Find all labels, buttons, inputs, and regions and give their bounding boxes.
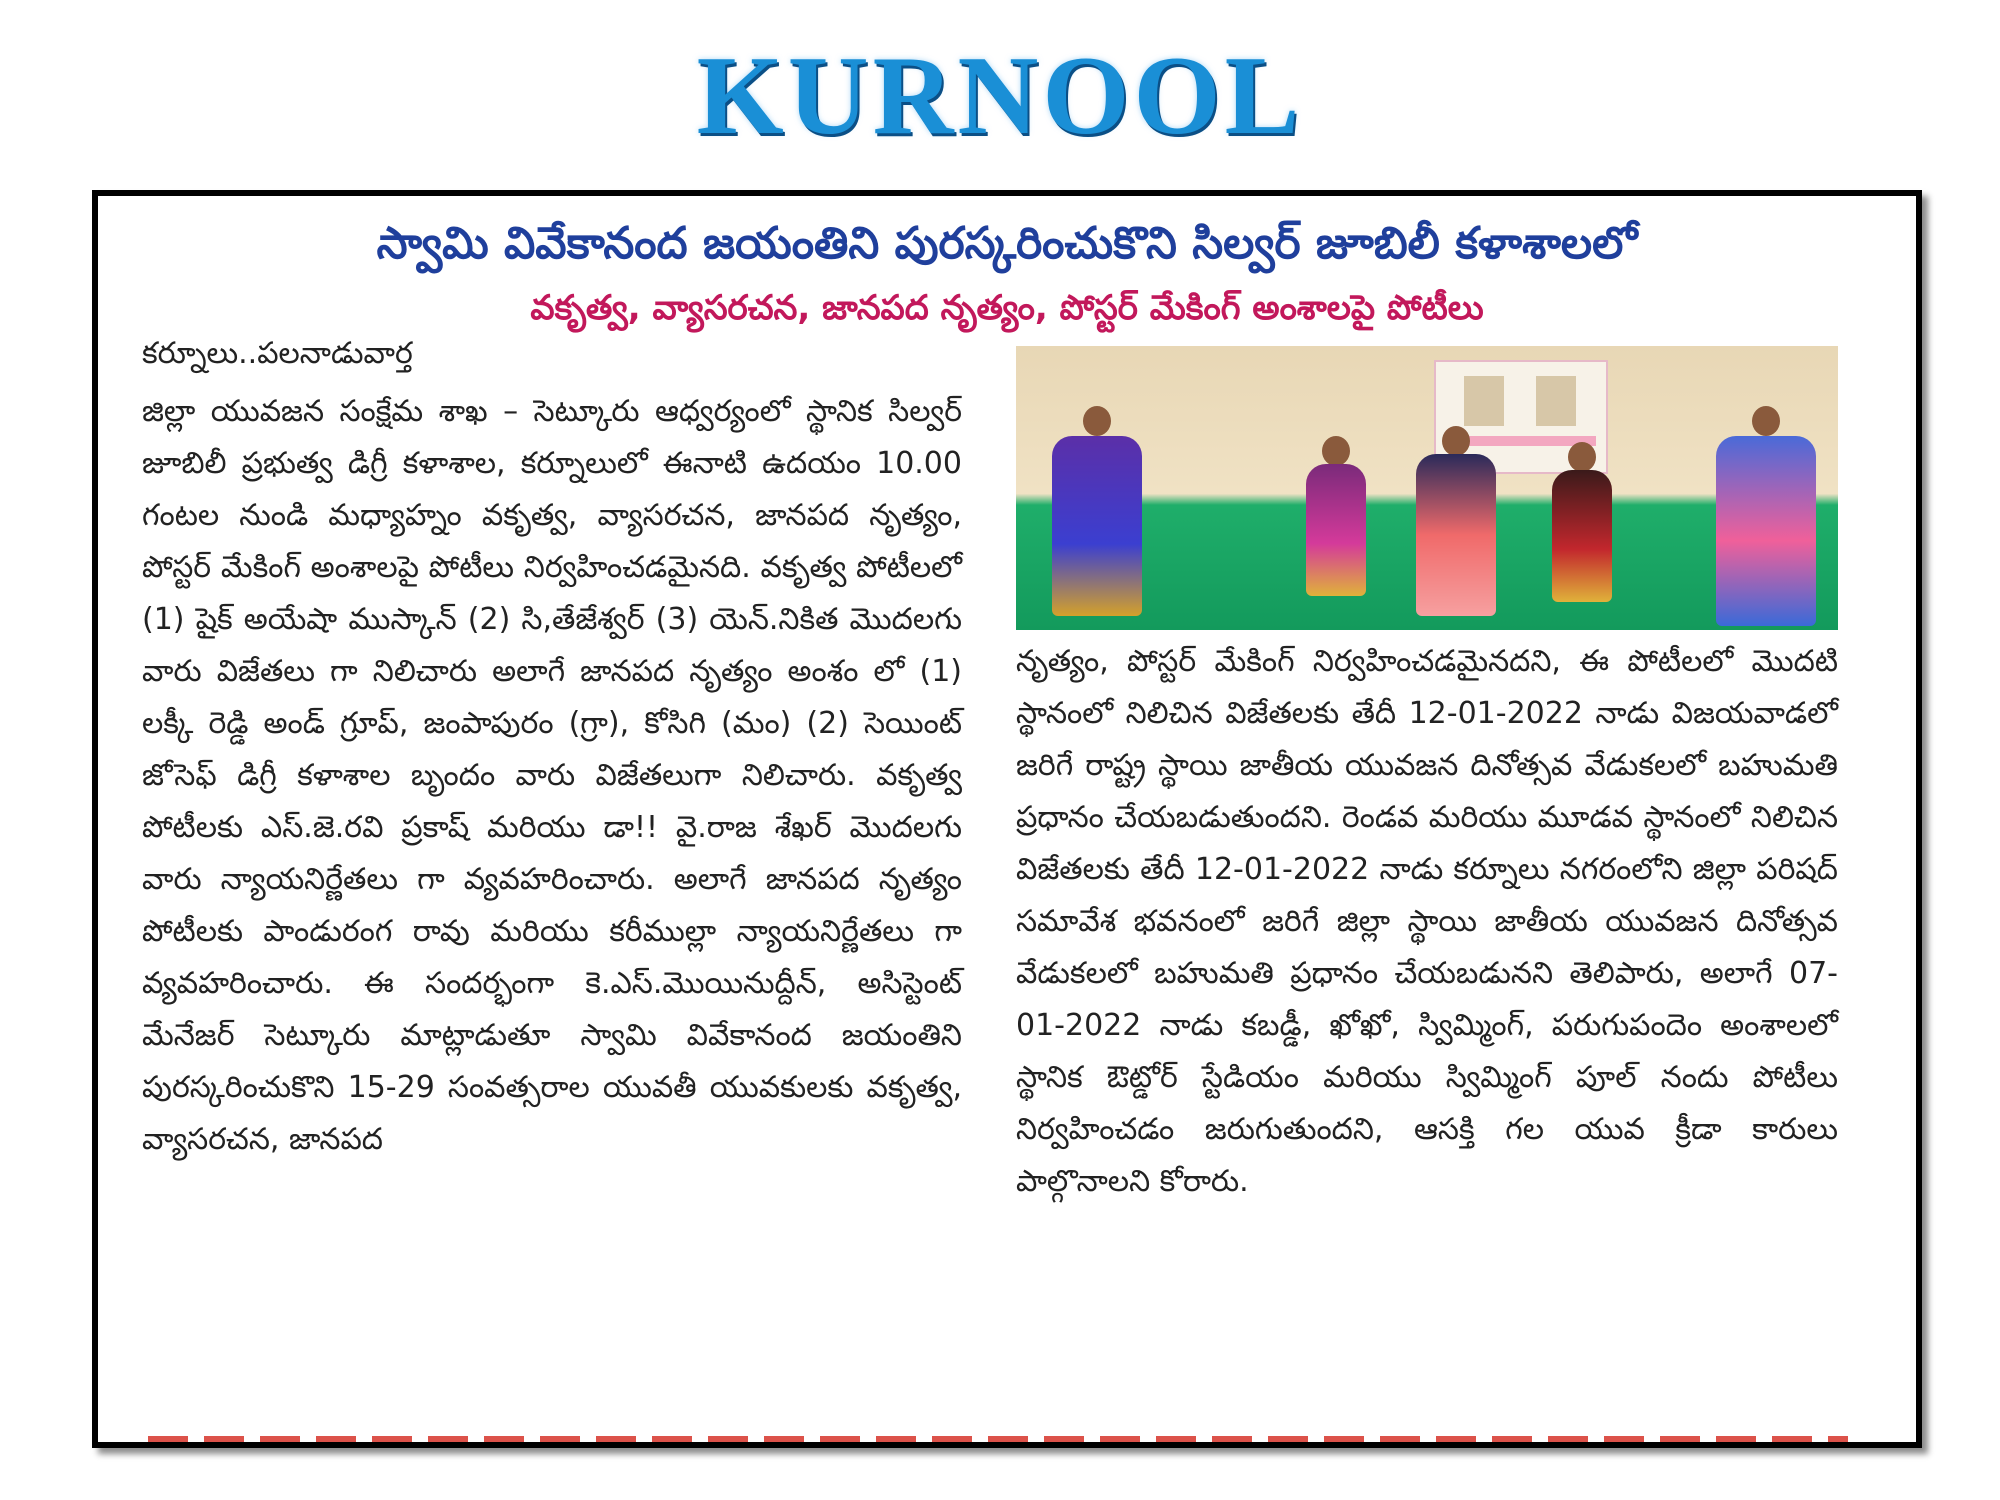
subheadline: వకృత్వ, వ్యాసరచన, జానపద నృత్యం, పోస్టర్ మేకింగ్ అంశాలపై పోటీలు	[530, 288, 1484, 328]
article-left-column	[142, 386, 962, 1166]
page-title: KURNOOL	[696, 34, 1304, 158]
dateline: కర్నూలు..పలనాడువార్త	[142, 336, 413, 371]
dance-competition-photo	[1016, 346, 1838, 630]
article-paragraph: జిల్లా యువజన సంక్షేమ శాఖ – సెట్కూరు ఆధ్వర్యంలో స్థానిక సిల్వర్ జూబిలీ ప్రభుత్వ డిగ్రీ కళాశాల, కర్నూలులో ఈనాటి ఉదయం 10.00 గంటల నుండి మధ్యాహ్నం వకృత్వ, వ్యాసరచన, జానపద నృత్యం, పోస్టర్ మేకింగ్ అంశాలపై పోటీలు నిర్వహించడమైనది. వకృత్వ పోటీలలో (1) షైక్ అయేషా ముస్కాన్ (2) సి,తేజేశ్వర్ (3) యెన్.నికిత మొదలగు వారు విజేతలు గా నిలిచారు అలాగే జానపద నృత్యం అంశం లో (1) లక్కీ రెడ్డి అండ్ గ్రూప్, జంపాపురం (గ్రా), కోసిగి (మం) (2) సెయింట్ జోసెఫ్ డిగ్రీ కళాశాల బృందం వారు విజేతలుగా నిలిచారు. వకృత్వ పోటీలకు ఎస్.జె.రవి ప్రకాష్ మరియు డా!! వై.రాజ శేఖర్ మొదలగు వారు న్యాయనిర్ణేతలు గా వ్యవహరించారు. అలాగే జానపద నృత్యం పోటీలకు పాండురంగ రావు మరియు కరీముల్లా న్యాయనిర్ణేతలు గా వ్యవహరించారు. ఈ సందర్భంగా కె.ఎస్.మొయినుద్దీన్, అసిస్టెంట్ మేనేజర్ సెట్కూరు మాట్లాడుతూ స్వామి వివేకానంద జయంతిని పురస్కరించుకొని 15-29 సంవత్సరాల యువతీ యువకులకు వకృత్వ, వ్యాసరచన, జానపద	[142, 394, 962, 1157]
cut-off-headline-bottom	[148, 1436, 1848, 1448]
dancer-figure	[1052, 406, 1142, 616]
dancer-figure	[1416, 426, 1496, 616]
article-right-column	[1016, 636, 1838, 1208]
banner-portrait	[1536, 376, 1576, 426]
dancer-figure	[1306, 436, 1366, 596]
article-paragraph: నృత్యం, పోస్టర్ మేకింగ్ నిర్వహించడమైనదని, ఈ పోటీలలో మొదటి స్థానంలో నిలిచిన విజేతలకు తేదీ 12-01-2022 నాడు విజయవాడలో జరిగే రాష్ట్ర స్థాయి జాతీయ యువజన దినోత్సవ వేడుకలలో బహుమతి ప్రధానం చేయబడుతుందని. రెండవ మరియు మూడవ స్థానంలో నిలిచిన విజేతలకు తేదీ 12-01-2022 నాడు కర్నూలు నగరంలోని జిల్లా పరిషద్ సమావేశ భవనంలో జరిగే జిల్లా స్థాయి జాతీయ యువజన దినోత్సవ వేడుకలలో బహుమతి ప్రధానం చేయబడునని తెలిపారు, అలాగే 07-01-2022 నాడు కబడ్డీ, ఖోఖో, స్విమ్మింగ్, పరుగుపందెం అంశాలలో స్థానిక ఔట్డోర్ స్టేడియం మరియు స్విమ్మింగ్ పూల్ నందు పోటీలు నిర్వహించడం జరుగుతుందని, ఆసక్తి గల యువ క్రీడా కారులు పాల్గొనాలని కోరారు.	[1016, 644, 1838, 1199]
dancer-figure	[1716, 406, 1816, 626]
news-clipping	[92, 190, 1922, 1448]
dancer-figure	[1552, 442, 1612, 602]
banner-portrait	[1464, 376, 1504, 426]
headline: స్వామి వివేకానంద జయంతిని పురస్కరించుకొని సిల్వర్ జూబిలీ కళాశాలలో	[376, 218, 1638, 269]
